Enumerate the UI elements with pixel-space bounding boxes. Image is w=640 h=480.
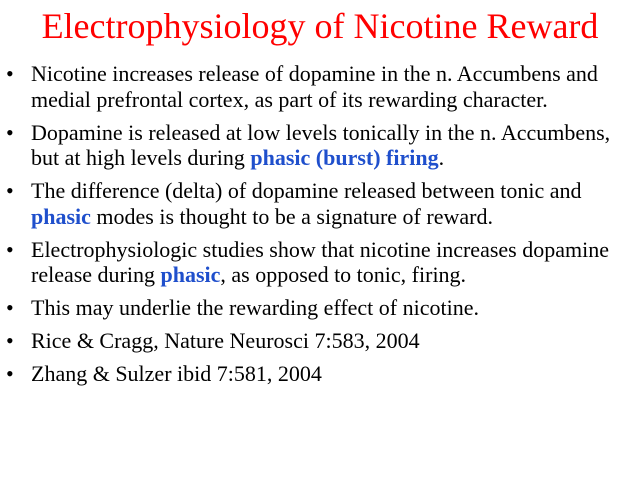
bullet-text: . <box>438 145 445 170</box>
highlighted-term: phasic <box>31 203 91 229</box>
bullet-item-6 <box>0 328 640 354</box>
bullet-text: Rice & Cragg, Nature Neurosci 7:583, 2004 <box>31 328 420 353</box>
bullet-item-2 <box>0 120 640 171</box>
bullet-glyph: • <box>6 295 14 320</box>
bullet-text: Electrophysiologic studies show that nicotine increases dopamine release during <box>31 236 609 287</box>
bullet-item-1 <box>0 61 640 112</box>
bullet-text: Nicotine increases release of dopamine in the n. Accumbens and medial prefrontal cortex, as part of its rewarding character. <box>31 61 598 112</box>
bullet-item-7 <box>0 361 640 387</box>
bullet-text: This may underlie the rewarding effect of nicotine. <box>31 295 479 320</box>
bullet-text: modes is thought to be a signature of reward. <box>90 203 493 229</box>
bullet-glyph: • <box>6 178 14 203</box>
bullet-item-4 <box>0 237 640 288</box>
bullet-text: The difference (delta) of dopamine released between tonic and <box>31 178 582 203</box>
highlighted-term: phasic (burst) firing <box>250 145 439 170</box>
bullet-text: Zhang & Sulzer ibid 7:581, 2004 <box>31 361 322 386</box>
bullet-item-5 <box>0 295 640 321</box>
bullet-list <box>0 61 640 394</box>
bullet-glyph: • <box>6 328 14 353</box>
bullet-glyph: • <box>6 61 14 86</box>
slide-title: Electrophysiology of Nicotine Reward <box>41 6 599 46</box>
bullet-glyph: • <box>6 119 14 145</box>
bullet-text: Dopamine is released at low levels tonically in the n. Accumbens, but at high levels during <box>31 119 611 170</box>
highlighted-term: phasic <box>160 262 221 287</box>
bullet-text: , as opposed to tonic, firing. <box>220 262 467 287</box>
bullet-item-3 <box>0 178 640 229</box>
bullet-glyph: • <box>6 361 14 386</box>
bullet-glyph: • <box>6 236 14 262</box>
